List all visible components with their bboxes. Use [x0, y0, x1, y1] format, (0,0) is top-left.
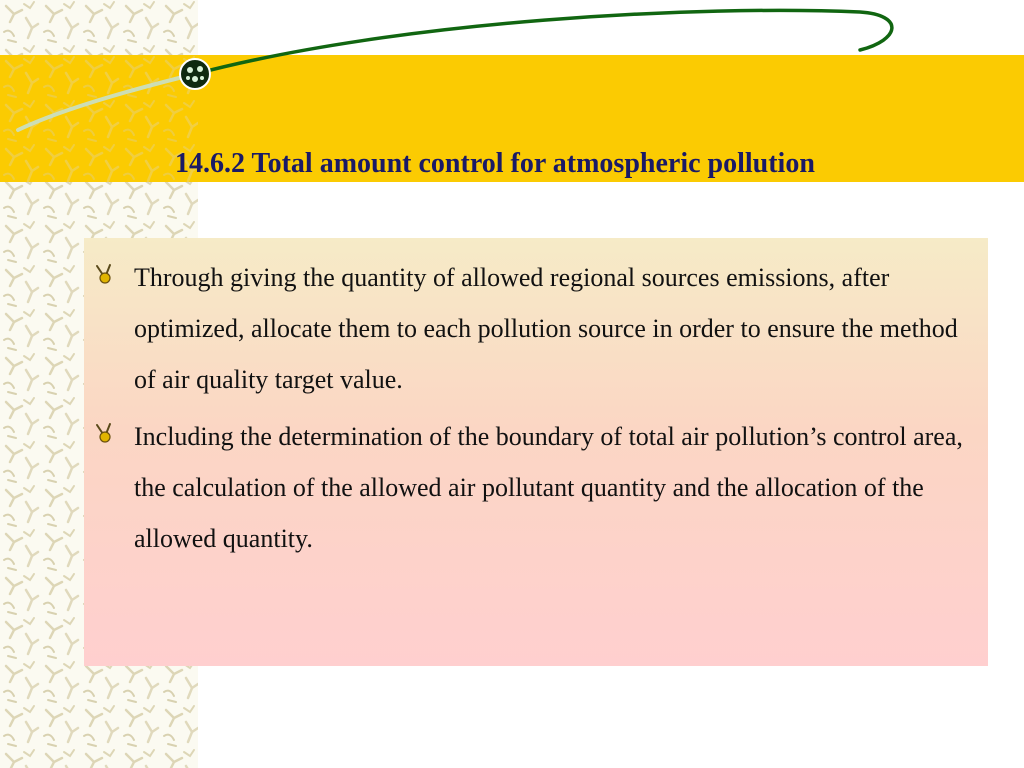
- band-pattern-overlay: [0, 55, 198, 182]
- bullet-icon: [94, 422, 116, 444]
- slide-title: 14.6.2 Total amount control for atmospheric pollution: [175, 148, 815, 179]
- bullet-text: Including the determination of the boundary of total air pollution’s control area, the calculation of the allowed air pollutant quantity and the allocation of the allowed quantity.: [134, 422, 963, 553]
- bullet-text: Through giving the quantity of allowed regional sources emissions, after optimized, allocate them to each pollution source in order to ensure the method of air quality target value.: [134, 263, 958, 394]
- bullet-item: [94, 411, 974, 564]
- bullet-item: [94, 252, 974, 405]
- bullet-list: [94, 252, 974, 570]
- bullet-icon: [94, 263, 116, 285]
